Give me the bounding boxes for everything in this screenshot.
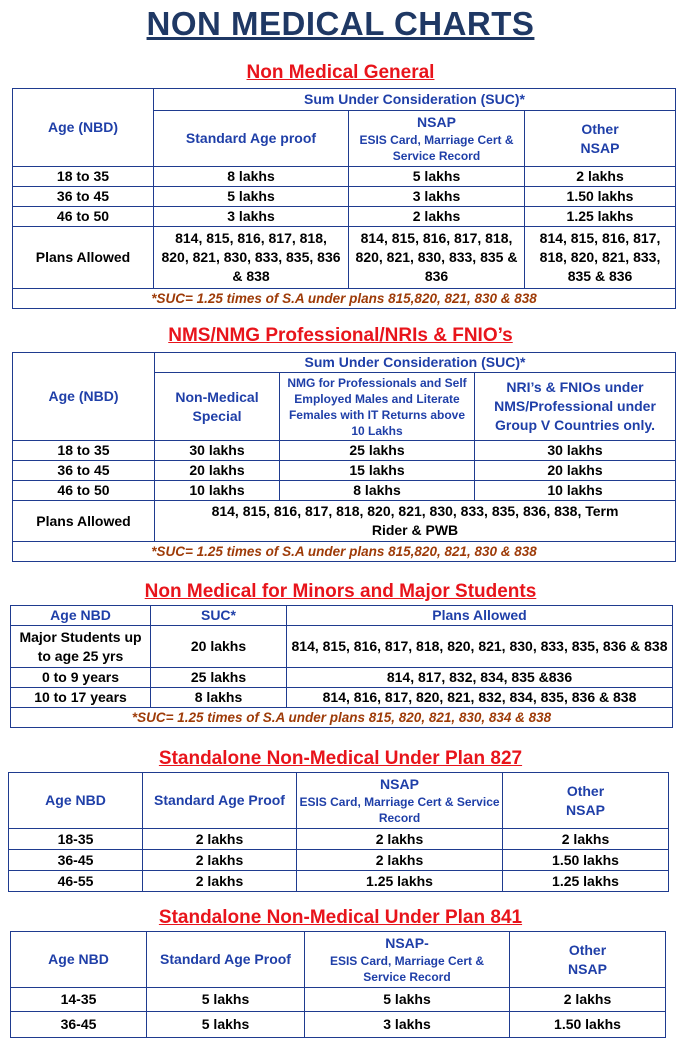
cell: 25 lakhs (280, 441, 475, 461)
section-title-nms: NMS/NMG Professional/NRIs & FNIO’s (168, 325, 513, 346)
cell: 3 lakhs (154, 207, 349, 227)
cell: 20 lakhs (151, 626, 287, 668)
cell: 2 lakhs (143, 829, 297, 850)
col-age-nbd: Age NBD (9, 773, 143, 829)
age-header: Age (NBD) (13, 353, 155, 441)
cell-age: 36-45 (11, 1012, 147, 1038)
col-other-line1: Other (568, 941, 607, 958)
table-row (11, 668, 673, 688)
cell-age: 36 to 45 (13, 187, 154, 207)
col-age-nbd: Age NBD (11, 932, 147, 988)
cell: 25 lakhs (151, 668, 287, 688)
col-other-nsap (510, 932, 666, 988)
table-row (11, 988, 666, 1012)
cell: 5 lakhs (349, 167, 525, 187)
col-nsap-sub: ESIS Card, Marriage Cert & Service Record (299, 795, 500, 825)
col-nmg-professionals: NMG for Professionals and Self Employed Males and Literate Females with IT Returns above 10 Lakhs (280, 373, 475, 441)
table-general (12, 88, 676, 309)
cell: 20 lakhs (475, 461, 676, 481)
cell: 8 lakhs (154, 167, 349, 187)
cell-age: 46-55 (9, 871, 143, 892)
col-standard-age-proof: Standard Age Proof (143, 773, 297, 829)
col-other-line1: Other (566, 782, 605, 799)
table-row (9, 850, 669, 871)
table-row (13, 207, 676, 227)
col-nsap-sub: ESIS Card, Marriage Cert & Service Record (359, 133, 514, 163)
section-title-minors: Non Medical for Minors and Major Students (144, 581, 537, 602)
cell: 5 lakhs (147, 1012, 305, 1038)
plans-cell: 814, 815, 816, 817, 818, 820, 821, 833, 835 & 836 (525, 227, 676, 289)
cell: 1.25 lakhs (503, 871, 669, 892)
cell: 8 lakhs (151, 688, 287, 708)
plans-cell: 814, 815, 816, 817, 818, 820, 821, 830, 833, 835, 836, 838, Term Rider & PWB (155, 501, 676, 542)
cell: 5 lakhs (154, 187, 349, 207)
cell: 2 lakhs (297, 829, 503, 850)
col-non-medical-special: Non-Medical Special (155, 373, 280, 441)
cell-age: 46 to 50 (13, 481, 155, 501)
col-other-line2: NSAP (566, 801, 605, 818)
cell: 5 lakhs (305, 988, 510, 1012)
col-other-nsap (525, 111, 676, 167)
suc-header: Sum Under Consideration (SUC)* (155, 353, 676, 373)
col-nsap-sub: ESIS Card, Marriage Cert & Service Record (329, 954, 485, 984)
cell: 30 lakhs (155, 441, 280, 461)
table-minors (10, 605, 673, 728)
col-nsap-title: NSAP (380, 776, 419, 792)
col-nri-fnio: NRI’s & FNIOs under NMS/Professional under Group V Countries only. (475, 373, 676, 441)
col-other-line1: Other (581, 120, 619, 137)
col-nsap-title: NSAP (417, 114, 456, 130)
cell: 20 lakhs (155, 461, 280, 481)
section-title-plan-827: Standalone Non-Medical Under Plan 827 (158, 748, 523, 769)
cell: 2 lakhs (297, 850, 503, 871)
table-row (11, 626, 673, 668)
cell: 2 lakhs (143, 871, 297, 892)
cell: 1.50 lakhs (510, 1012, 666, 1038)
plans-cell: 814, 815, 816, 817, 818, 820, 821, 830, 833, 835, 836 & 838 (287, 626, 673, 668)
note: *SUC= 1.25 times of S.A under plans 815, 820, 821, 830, 834 & 838 (11, 708, 673, 728)
col-other-line2: NSAP (568, 960, 607, 977)
plans-cell: 814, 817, 832, 834, 835 &836 (287, 668, 673, 688)
cell-age: 36-45 (9, 850, 143, 871)
cell-age: 14-35 (11, 988, 147, 1012)
cell: 10 lakhs (475, 481, 676, 501)
cell: 1.50 lakhs (525, 187, 676, 207)
table-plan-841 (10, 931, 666, 1038)
col-other-nsap (503, 773, 669, 829)
col-standard-age-proof: Standard Age Proof (147, 932, 305, 988)
col-plans-allowed: Plans Allowed (287, 606, 673, 626)
col-nsap (297, 773, 503, 829)
table-row (13, 501, 676, 542)
col-suc: SUC* (151, 606, 287, 626)
cell-age: 18 to 35 (13, 167, 154, 187)
suc-header: Sum Under Consideration (SUC)* (154, 89, 676, 111)
table-nms (12, 352, 676, 562)
table-plan-827 (8, 772, 669, 892)
table-row (9, 829, 669, 850)
cell-age: 18 to 35 (13, 441, 155, 461)
section-title-general: Non Medical General (246, 62, 435, 83)
table-row (13, 441, 676, 461)
cell-age: 46 to 50 (13, 207, 154, 227)
cell: 1.25 lakhs (525, 207, 676, 227)
table-row (11, 1012, 666, 1038)
plans-cell: 814, 815, 816, 817, 818, 820, 821, 830, 833, 835, 836 & 838 (154, 227, 349, 289)
cell-age: Major Students up to age 25 yrs (11, 626, 151, 668)
cell: 2 lakhs (525, 167, 676, 187)
cell-age: 0 to 9 years (11, 668, 151, 688)
table-row (13, 167, 676, 187)
page-title: NON MEDICAL CHARTS (146, 5, 535, 42)
col-standard-age-proof: Standard Age proof (154, 111, 349, 167)
table-row (9, 871, 669, 892)
cell-age: 18-35 (9, 829, 143, 850)
col-age-nbd: Age NBD (11, 606, 151, 626)
cell: 8 lakhs (280, 481, 475, 501)
table-row (13, 481, 676, 501)
table-row (11, 688, 673, 708)
col-nsap (349, 111, 525, 167)
section-title-plan-841: Standalone Non-Medical Under Plan 841 (158, 907, 523, 928)
plans-label: Plans Allowed (13, 501, 155, 542)
cell: 1.25 lakhs (297, 871, 503, 892)
cell: 30 lakhs (475, 441, 676, 461)
cell: 2 lakhs (503, 829, 669, 850)
cell: 1.50 lakhs (503, 850, 669, 871)
col-other-line2: NSAP (580, 139, 620, 156)
age-header: Age (NBD) (13, 89, 154, 167)
cell: 2 lakhs (510, 988, 666, 1012)
table-row (13, 187, 676, 207)
note: *SUC= 1.25 times of S.A under plans 815,820, 821, 830 & 838 (13, 289, 676, 309)
plans-cell: 814, 816, 817, 820, 821, 832, 834, 835, 836 & 838 (287, 688, 673, 708)
cell: 2 lakhs (143, 850, 297, 871)
cell: 10 lakhs (155, 481, 280, 501)
cell: 5 lakhs (147, 988, 305, 1012)
table-row (13, 461, 676, 481)
plans-cell: 814, 815, 816, 817, 818, 820, 821, 830, 833, 835 & 836 (349, 227, 525, 289)
cell-age: 10 to 17 years (11, 688, 151, 708)
col-nsap-title: NSAP- (385, 935, 429, 951)
cell-age: 36 to 45 (13, 461, 155, 481)
cell: 15 lakhs (280, 461, 475, 481)
cell: 3 lakhs (305, 1012, 510, 1038)
col-nsap (305, 932, 510, 988)
cell: 2 lakhs (349, 207, 525, 227)
cell: 3 lakhs (349, 187, 525, 207)
plans-label: Plans Allowed (13, 227, 154, 289)
note: *SUC= 1.25 times of S.A under plans 815,820, 821, 830 & 838 (13, 542, 676, 562)
table-row (13, 227, 676, 289)
